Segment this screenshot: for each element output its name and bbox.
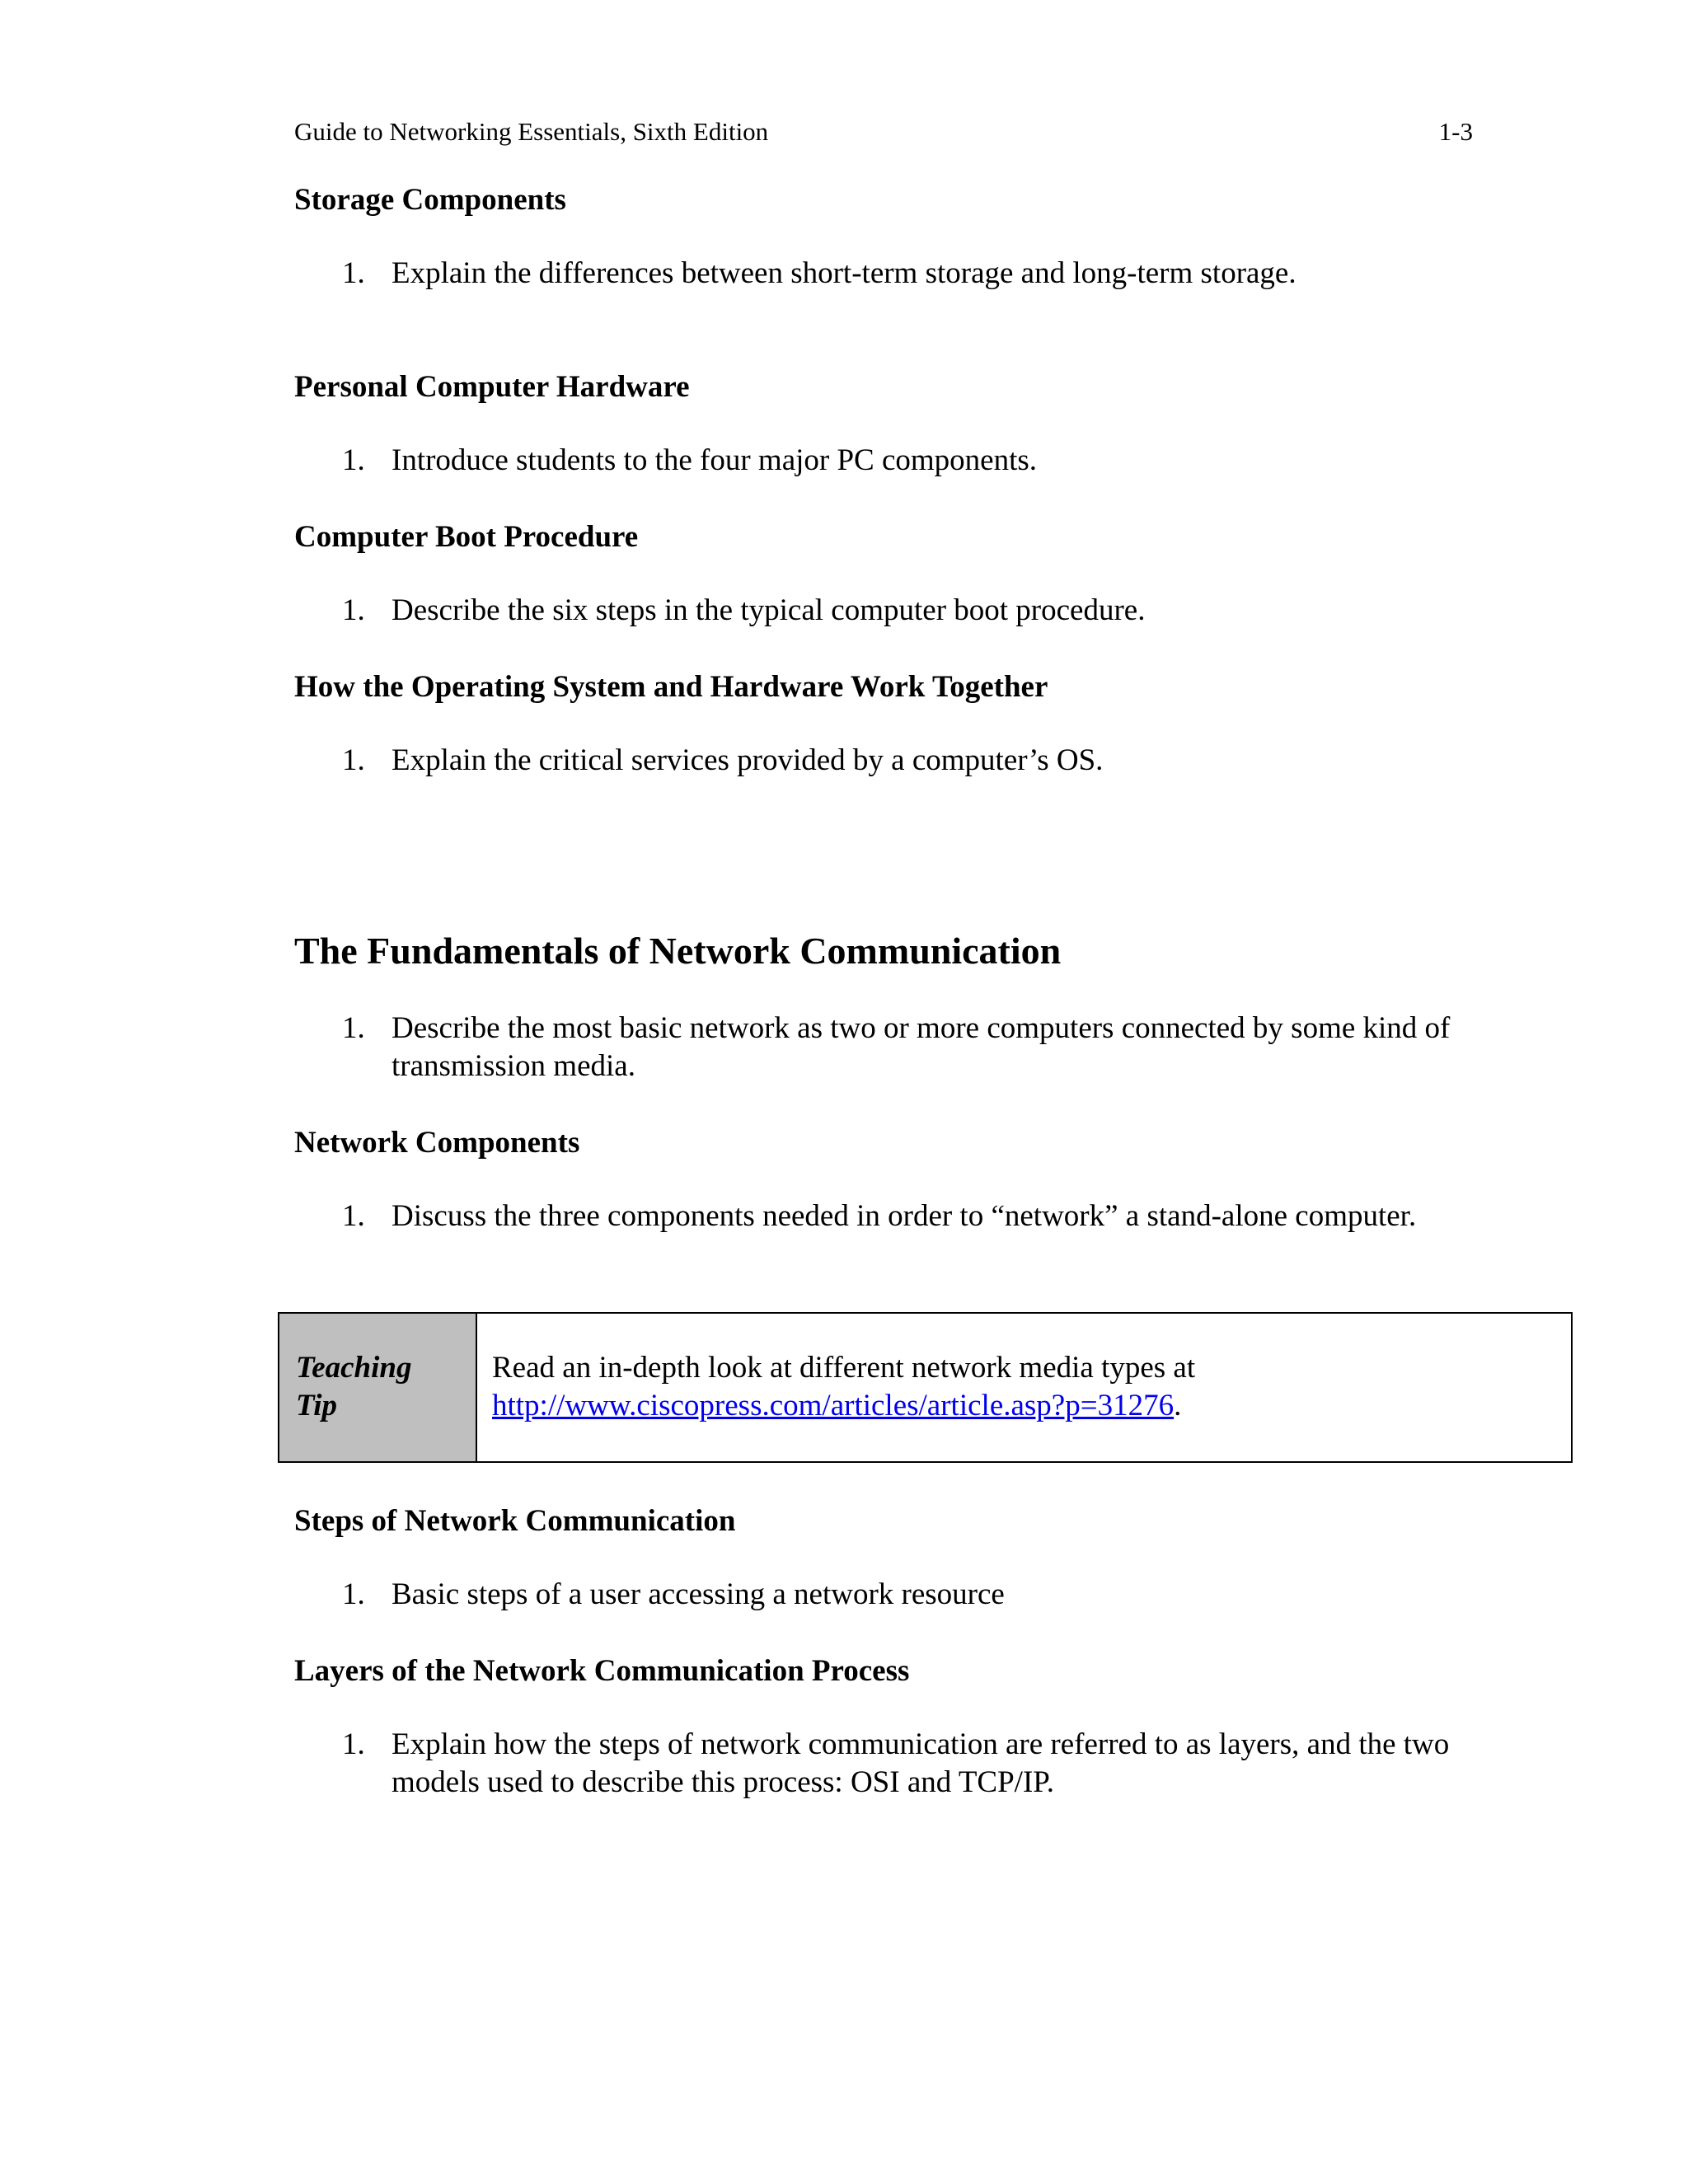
chapter-heading-fundamentals: The Fundamentals of Network Communication [294,930,1062,972]
section-heading-pc-hardware: Personal Computer Hardware [294,370,690,404]
list-item-text: Discuss the three components needed in order to “network” a stand-alone computer. [392,1199,1417,1233]
section-heading-steps: Steps of Network Communication [294,1504,736,1538]
page-number: 1-3 [1438,117,1473,146]
teaching-tip-label-line2: Tip [296,1389,338,1422]
list-item-os-hardware [342,742,1537,780]
list-item-pc-hardware [342,442,1537,480]
list-item-number: 1. [342,256,365,290]
teaching-tip-label [279,1314,477,1461]
list-item-number: 1. [342,1199,365,1233]
list-item-text: Basic steps of a user accessing a network resource [392,1577,1005,1611]
section-heading-network-components: Network Components [294,1126,580,1160]
section-heading-boot: Computer Boot Procedure [294,520,639,554]
teaching-tip-body [477,1314,1571,1461]
list-item-fundamentals [342,1010,1537,1085]
list-item-text: Explain the differences between short-term storage and long-term storage. [392,256,1296,290]
list-item-text: Introduce students to the four major PC components. [392,443,1038,477]
list-item-text: Explain the critical services provided by a computer’s OS. [392,743,1104,777]
ciscopress-link[interactable]: http://www.ciscopress.com/articles/article.asp?p=31276 [492,1389,1175,1422]
teaching-tip-text: Read an in-depth look at different network media types at [492,1351,1196,1385]
list-item-layers [342,1726,1537,1802]
list-item-number: 1. [342,593,365,627]
list-item-text: Explain how the steps of network communication are referred to as layers, and the two models used to describe this process: OSI and TCP/IP. [392,1727,1450,1799]
list-item-steps [342,1576,1537,1614]
teaching-tip-label-line1: Teaching [296,1351,412,1385]
teaching-tip-trailing: . [1174,1389,1182,1422]
section-heading-layers: Layers of the Network Communication Process [294,1654,910,1688]
list-item-text: Describe the most basic network as two or more computers connected by some kind of transmission media. [392,1011,1451,1083]
list-item-network-components [342,1197,1537,1235]
section-heading-storage: Storage Components [294,183,566,217]
section-heading-os-hardware: How the Operating System and Hardware Work Together [294,670,1048,704]
book-title: Guide to Networking Essentials, Sixth Edition [294,117,769,146]
list-item-text: Describe the six steps in the typical computer boot procedure. [392,593,1146,627]
teaching-tip-box [278,1312,1573,1463]
running-header [294,115,1473,148]
list-item-boot [342,592,1537,630]
list-item-number: 1. [342,1727,365,1761]
list-item-number: 1. [342,443,365,477]
list-item-number: 1. [342,1011,365,1045]
list-item-number: 1. [342,1577,365,1611]
list-item-number: 1. [342,743,365,777]
list-item-storage [342,255,1537,293]
